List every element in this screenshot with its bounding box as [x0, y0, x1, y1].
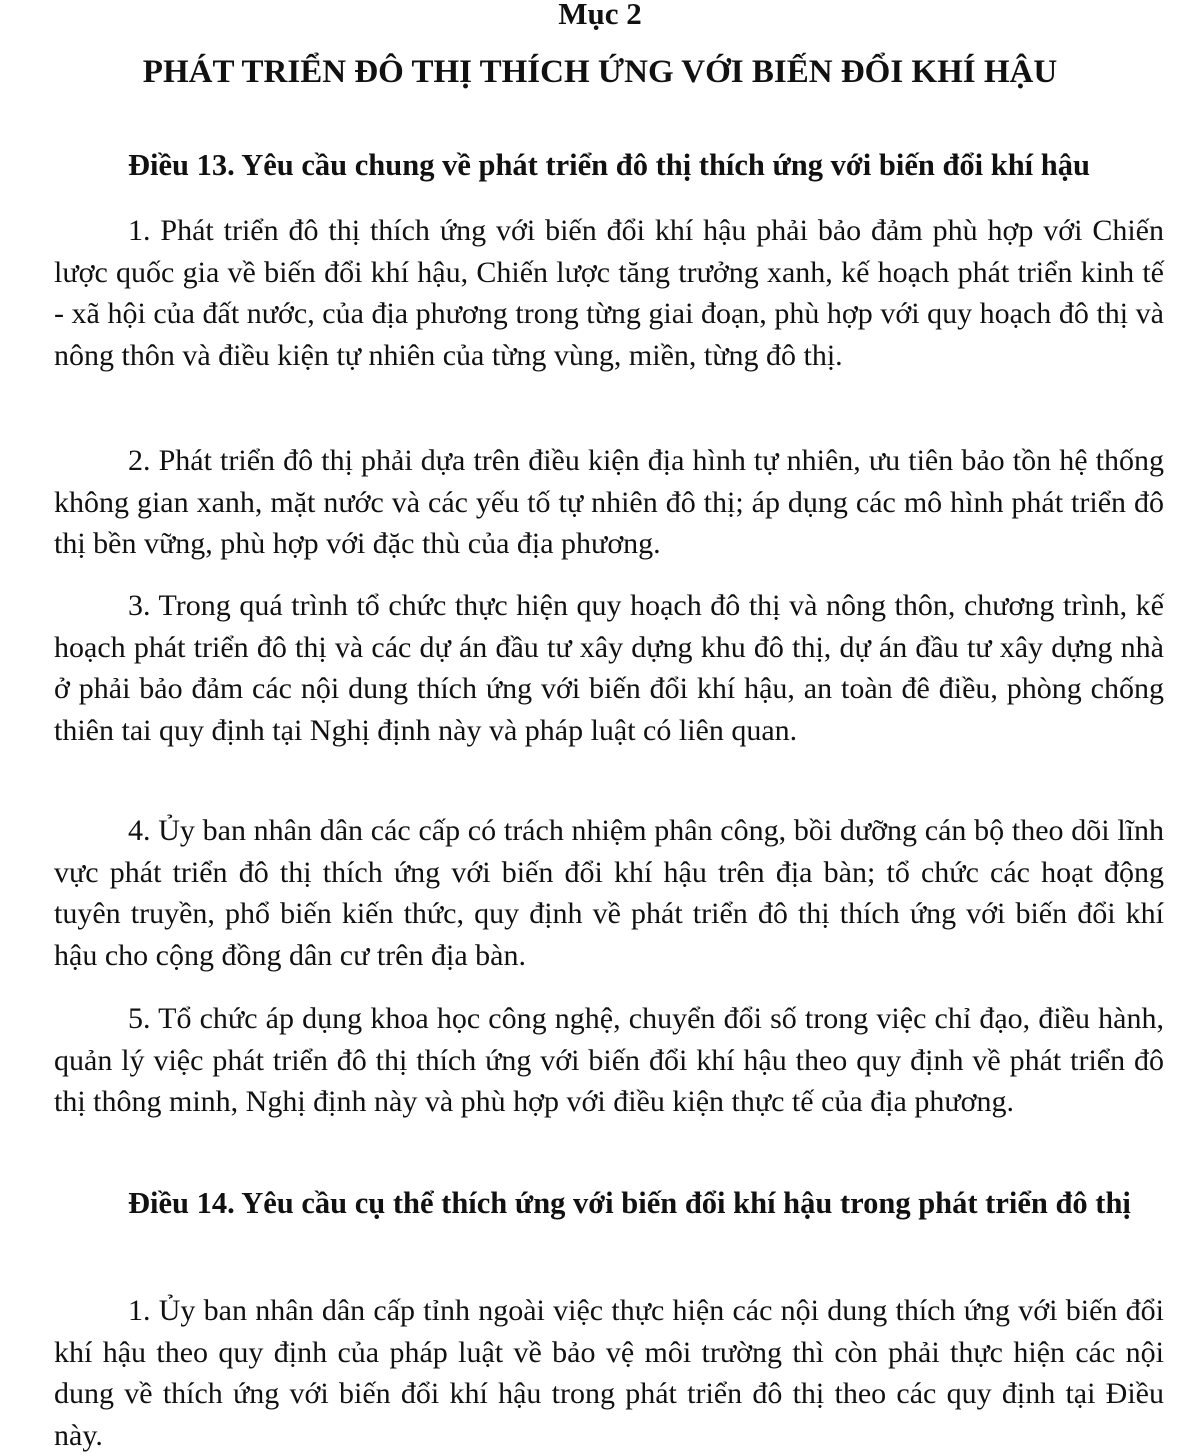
- article-13-clause-2: 2. Phát triển đô thị phải dựa trên điều kiện địa hình tự nhiên, ưu tiên bảo tồn hệ thống không gian xanh, mặt nước và các yếu tố tự nhiên đô thị; áp dụng các mô hình phát triển đô thị bền vững, phù hợp với đặc thù của địa phương.: [54, 444, 1164, 560]
- section-title: PHÁT TRIỂN ĐÔ THỊ THÍCH ỨNG VỚI BIẾN ĐỔI KHÍ HẬU: [142, 54, 1058, 90]
- article-14-clause-1: 1. Ủy ban nhân dân cấp tỉnh ngoài việc thực hiện các nội dung thích ứng với biến đổi khí hậu theo quy định của pháp luật về bảo vệ môi trường thì còn phải thực hiện các nội dung về thích ứng với biến đổi khí hậu trong phát triển đô thị theo các quy định tại Điều này.: [54, 1294, 1164, 1452]
- section-label: Mục 2: [558, 0, 642, 31]
- article-14-heading: Điều 14. Yêu cầu cụ thể thích ứng với biến đổi khí hậu trong phát triển đô thị: [128, 1186, 1131, 1220]
- article-13-clause-1: 1. Phát triển đô thị thích ứng với biến đổi khí hậu phải bảo đảm phù hợp với Chiến lược quốc gia về biến đổi khí hậu, Chiến lược tăng trưởng xanh, kế hoạch phát triển kinh tế - xã hội của đất nước, của địa phương trong từng giai đoạn, phù hợp với quy hoạch đô thị và nông thôn và điều kiện tự nhiên của từng vùng, miền, từng đô thị.: [54, 214, 1164, 372]
- article-13-clause-5: 5. Tổ chức áp dụng khoa học công nghệ, chuyển đổi số trong việc chỉ đạo, điều hành, quản lý việc phát triển đô thị thích ứng với biến đổi khí hậu theo quy định về phát triển đô thị thông minh, Nghị định này và phù hợp với điều kiện thực tế của địa phương.: [54, 1002, 1164, 1118]
- article-13-clause-3: 3. Trong quá trình tổ chức thực hiện quy hoạch đô thị và nông thôn, chương trình, kế hoạch phát triển đô thị và các dự án đầu tư xây dựng khu đô thị, dự án đầu tư xây dựng nhà ở phải bảo đảm các nội dung thích ứng với biến đổi khí hậu, an toàn đê điều, phòng chống thiên tai quy định tại Nghị định này và pháp luật có liên quan.: [54, 589, 1164, 747]
- article-13-clause-4: 4. Ủy ban nhân dân các cấp có trách nhiệm phân công, bồi dưỡng cán bộ theo dõi lĩnh vực phát triển đô thị thích ứng với biến đổi khí hậu trên địa bàn; tổ chức các hoạt động tuyên truyền, phổ biến kiến thức, quy định về phát triển đô thị thích ứng với biến đổi khí hậu cho cộng đồng dân cư trên địa bàn.: [54, 814, 1164, 972]
- article-13-heading: Điều 13. Yêu cầu chung về phát triển đô thị thích ứng với biến đổi khí hậu: [128, 148, 1090, 182]
